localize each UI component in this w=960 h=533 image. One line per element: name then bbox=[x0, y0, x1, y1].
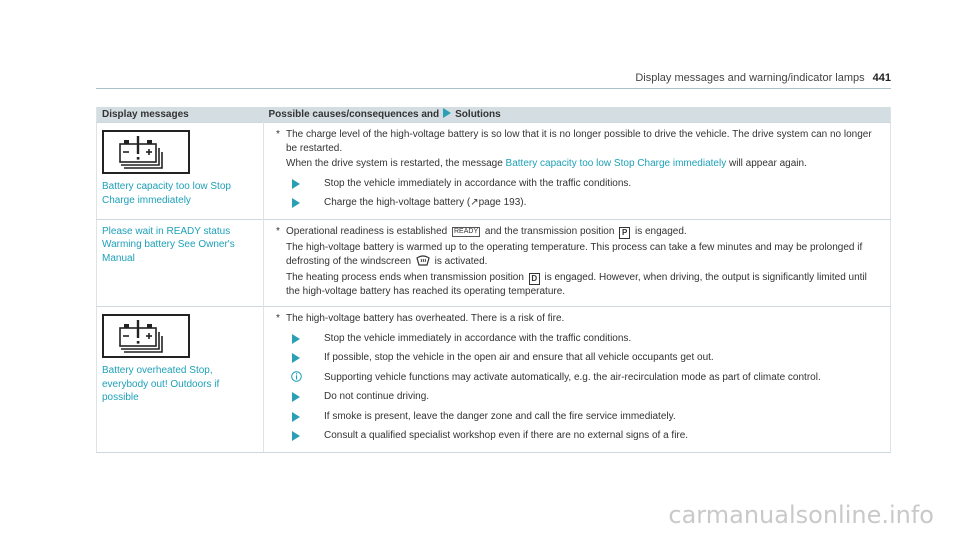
step-item: Charge the high-voltage battery (↗page 193). bbox=[276, 196, 882, 210]
asterisk-icon: * bbox=[276, 225, 280, 237]
step-item: Consult a qualified specialist workshop even if there are no external signs of a fire. bbox=[276, 429, 882, 443]
table-row: Please wait in READY status Warming battery See Owner's Manual * Operational readiness is established READY and the transmission position P is engaged. The high-voltage battery is warmed up to the operating temperature. This process can take a few minutes and may be prolonged if defrosting of the windscreen is activated. The heating process ends when transmission position D is engaged. However, when driving, the output is significantly limited until the high-voltage battery has reached its operating temperature. bbox=[97, 219, 891, 307]
page-header bbox=[96, 66, 891, 89]
page-ref-arrow-icon: ↗ bbox=[470, 197, 479, 208]
inline-message: Battery capacity too low Stop Charge immediately bbox=[505, 158, 727, 169]
step-item: If smoke is present, leave the danger zone and call the fire service immediately. bbox=[276, 410, 882, 424]
page-number: 441 bbox=[872, 72, 891, 84]
info-icon bbox=[291, 371, 302, 382]
display-message-label: Battery capacity too low Stop Charge immediately bbox=[102, 181, 231, 206]
drive-position-icon: D bbox=[529, 273, 540, 285]
table-row: Battery overheated Stop, everybody out! Outdoors if possible * The high-voltage battery has overheated. There is a risk of fire. Stop the vehicle immediately in accordance with the traffic conditions. If possible, stop the vehicle in the open air and ensure that all vehicle occupants get out. Supporting vehicle functions may activate automatically, e.g. the air-recirculation mode as part of climate control. Do not continue driving. If smoke is present, leave the danger zone and call the fire service immediately. Consult a qualified specialist workshop even if there are no external signs of a fire. bbox=[97, 307, 891, 453]
display-messages-table bbox=[96, 107, 891, 453]
table-row: Battery capacity too low Stop Charge immediately * The charge level of the high-voltage battery is so low that it is no longer possible to drive the vehicle. The drive system can no longer be restarted. When the drive system is restarted, the message Battery capacity too low Stop Charge immediately will appear again. Stop the vehicle immediately in accordance with the traffic conditions. Charge the high-voltage battery (↗page 193). bbox=[97, 123, 891, 220]
battery-warning-icon bbox=[102, 130, 190, 174]
arrow-right-icon bbox=[292, 334, 300, 344]
page-header-title: Display messages and warning/indicator lamps bbox=[635, 72, 865, 84]
step-item: If possible, stop the vehicle in the open air and ensure that all vehicle occupants get out. bbox=[276, 351, 882, 365]
display-message-label: Please wait in READY status Warming battery See Owner's Manual bbox=[102, 225, 235, 264]
arrow-right-icon bbox=[292, 412, 300, 422]
asterisk-icon: * bbox=[276, 129, 280, 140]
arrow-right-icon bbox=[443, 108, 451, 118]
ready-icon: READY bbox=[454, 227, 479, 235]
arrow-right-icon bbox=[292, 392, 300, 402]
arrow-right-icon bbox=[292, 198, 300, 208]
watermark: carmanualsonline.info bbox=[668, 501, 934, 529]
step-item: Stop the vehicle immediately in accordance with the traffic conditions. bbox=[276, 332, 882, 346]
arrow-right-icon bbox=[292, 431, 300, 441]
table-header-row bbox=[97, 107, 891, 123]
col-header-display-messages: Display messages bbox=[97, 107, 264, 123]
col-header-causes: Possible causes/consequences and Solutions bbox=[264, 107, 891, 123]
battery-warning-icon bbox=[102, 314, 190, 358]
step-item: Do not continue driving. bbox=[276, 390, 882, 404]
display-message-label: Battery overheated Stop, everybody out! Outdoors if possible bbox=[102, 365, 220, 403]
arrow-right-icon bbox=[292, 353, 300, 363]
info-note: Supporting vehicle functions may activate automatically, e.g. the air-recirculation mode as part of climate control. bbox=[276, 371, 882, 385]
arrow-right-icon bbox=[292, 179, 300, 189]
park-position-icon: P bbox=[619, 227, 630, 239]
asterisk-icon: * bbox=[276, 313, 280, 324]
step-item: Stop the vehicle immediately in accordance with the traffic conditions. bbox=[276, 177, 882, 191]
windscreen-defrost-icon bbox=[416, 254, 430, 266]
